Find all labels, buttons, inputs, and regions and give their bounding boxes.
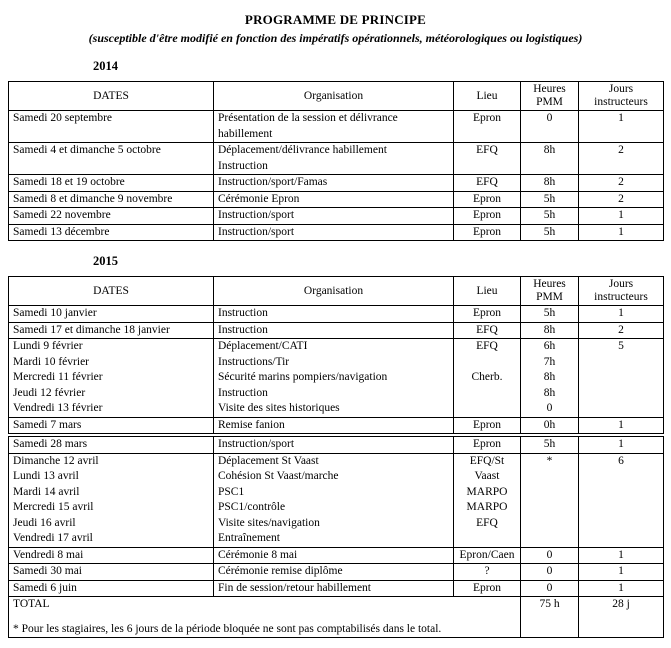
total-row: [9, 597, 664, 638]
cell-line: Entraînement: [218, 532, 280, 544]
heures-cell: [521, 111, 579, 143]
cell-line: Cérémonie remise diplôme: [218, 565, 343, 577]
cell-line: 2: [618, 144, 624, 156]
cell-line: Instruction: [218, 159, 268, 172]
lieu-cell: [454, 191, 521, 208]
total-label-cell: [9, 597, 521, 638]
cell-line: Déplacement St Vaast: [218, 454, 319, 467]
cell-line: [458, 531, 516, 547]
dates-cell: [9, 435, 214, 453]
lieu-cell: [454, 435, 521, 453]
cell-line: Mercredi 15 avril: [13, 501, 94, 513]
cell-line: 8h: [543, 323, 556, 336]
cell-line: Instruction: [218, 386, 268, 399]
total-heures-cell: [521, 597, 579, 638]
jours-cell: [579, 143, 664, 175]
lieu-cell: [454, 208, 521, 225]
cell-line: 1: [618, 307, 624, 319]
schedule-row: [9, 322, 664, 339]
cell-line: Présentation de la session et délivrance: [218, 112, 398, 124]
cell-line: Instruction/sport: [218, 438, 295, 450]
cell-line: Visite des sites historiques: [218, 402, 340, 414]
dates-cell: [9, 339, 214, 418]
dates-cell: [9, 564, 214, 581]
column-header-heures-pmm: [521, 277, 579, 306]
cell-line: Epron: [472, 192, 502, 205]
cell-line: Vaast: [474, 470, 500, 482]
total-label: TOTAL: [13, 598, 50, 610]
jours-cell: [579, 322, 664, 339]
cell-line: Samedi 20 septembre: [13, 112, 113, 124]
cell-line: Samedi 4 et dimanche 5 octobre: [13, 144, 161, 156]
schedule-row: [9, 175, 664, 192]
document-title: PROGRAMME DE PRINCIPE: [244, 12, 427, 27]
dates-cell: [9, 547, 214, 564]
schedule-row: [9, 417, 664, 435]
jours-cell: [579, 547, 664, 564]
cell-line: habillement: [218, 127, 273, 140]
organisation-cell: [214, 111, 454, 143]
cell-line: Mercredi 11 février: [13, 371, 103, 383]
cell-line: 1: [618, 209, 624, 221]
heures-cell: [521, 580, 579, 597]
column-header-jours-instructeurs: [579, 277, 664, 306]
cell-line: 2: [618, 176, 624, 188]
document-subtitle: (susceptible d'être modifié en fonction des impératifs opérationnels, météorologiques ou logistiques): [88, 31, 583, 45]
cell-line: 0: [546, 112, 553, 124]
cell-line: 5h: [543, 438, 556, 450]
heures-cell: [521, 175, 579, 192]
cell-line: Samedi 6 juin: [13, 581, 77, 594]
cell-line: 6h: [543, 340, 556, 352]
heures-cell: [521, 208, 579, 225]
schedule-row: [9, 191, 664, 208]
cell-line: Vendredi 8 mai: [13, 548, 84, 561]
cell-line: Samedi 22 novembre: [13, 209, 111, 221]
cell-line: 1: [618, 438, 624, 450]
total-jours-cell: [579, 597, 664, 638]
cell-line: EFQ/St: [469, 454, 505, 467]
jours-cell: [579, 453, 664, 547]
cell-line: PSC1/contrôle: [218, 501, 286, 513]
cell-line: Vendredi 13 février: [13, 402, 103, 414]
cell-line: 1: [618, 565, 624, 577]
schedule-row: [9, 435, 664, 453]
cell-line: EFQ: [476, 323, 498, 336]
cell-line: 0: [546, 565, 553, 577]
cell-line: Déplacement/délivrance habillement: [218, 144, 387, 156]
dates-cell: [9, 224, 214, 241]
cell-line: 1: [618, 548, 624, 561]
heures-cell: [521, 453, 579, 547]
cell-line: 8h: [543, 176, 556, 188]
column-header-heures-pmm: [521, 82, 579, 111]
cell-line: Samedi 13 décembre: [13, 225, 110, 238]
jours-cell: [579, 175, 664, 192]
heures-cell: [521, 191, 579, 208]
schedule-row: [9, 143, 664, 175]
lieu-cell: [454, 339, 521, 418]
header-row: [9, 277, 664, 306]
cell-line: 1: [618, 112, 624, 124]
cell-line: Instruction: [218, 307, 268, 319]
cell-line: Organisation: [303, 89, 364, 102]
header-row: [9, 82, 664, 111]
cell-line: Epron: [472, 307, 502, 319]
cell-line: Déplacement/CATI: [218, 340, 308, 352]
cell-line: Epron: [472, 225, 502, 238]
cell-line: Samedi 8 et dimanche 9 novembre: [13, 192, 173, 205]
cell-line: Vendredi 17 avril: [13, 532, 93, 544]
heures-cell: [521, 322, 579, 339]
cell-line: Jours: [608, 83, 634, 95]
footnote: * Pour les stagiaires, les 6 jours de la période bloquée ne sont pas comptabilisés dans le total.: [13, 622, 442, 635]
dates-cell: [9, 417, 214, 435]
column-header-organisation: [214, 277, 454, 306]
jours-cell: [579, 306, 664, 323]
dates-cell: [9, 306, 214, 323]
lieu-cell: [454, 143, 521, 175]
dates-cell: [9, 191, 214, 208]
cell-line: EFQ: [476, 144, 498, 156]
lieu-cell: [454, 322, 521, 339]
lieu-cell: [454, 547, 521, 564]
cell-line: Mardi 10 février: [13, 355, 89, 368]
schedule-table-2014: [8, 81, 664, 241]
heures-cell: [521, 143, 579, 175]
column-header-dates: [9, 82, 214, 111]
cell-line: Samedi 7 mars: [13, 418, 82, 431]
cell-line: 6: [618, 454, 624, 467]
cell-line: 0: [546, 581, 553, 594]
cell-line: Instruction: [218, 323, 268, 336]
cell-line: Samedi 10 janvier: [13, 307, 97, 319]
dates-cell: [9, 175, 214, 192]
cell-line: Jeudi 16 avril: [13, 516, 76, 529]
year-label-2014: 2014: [93, 59, 118, 73]
cell-line: 28 j: [612, 598, 630, 610]
heures-cell: [521, 435, 579, 453]
cell-line: 75 h: [539, 598, 560, 610]
cell-line: 1: [618, 418, 624, 431]
cell-line: Lundi 9 février: [13, 340, 83, 352]
heures-cell: [521, 547, 579, 564]
cell-line: 2: [618, 323, 624, 336]
cell-line: 8h: [543, 144, 556, 156]
cell-line: ?: [484, 565, 490, 577]
lieu-cell: [454, 580, 521, 597]
cell-line: 0h: [543, 418, 556, 431]
cell-line: EFQ: [476, 516, 498, 529]
schedule-row: [9, 564, 664, 581]
cell-line: 5: [618, 340, 624, 352]
lieu-cell: [454, 417, 521, 435]
jours-cell: [579, 191, 664, 208]
cell-line: 1: [618, 581, 624, 594]
schedule-row: [9, 339, 664, 418]
column-header-organisation: [214, 82, 454, 111]
cell-line: DATES: [93, 89, 129, 102]
organisation-cell: [214, 306, 454, 323]
lieu-cell: [454, 453, 521, 547]
organisation-cell: [214, 453, 454, 547]
cell-line: Instruction/sport: [218, 225, 295, 238]
cell-line: 5h: [543, 225, 556, 238]
cell-line: 8h: [543, 386, 556, 399]
cell-line: Cohésion St Vaast/marche: [218, 470, 339, 482]
cell-line: Epron: [472, 418, 502, 431]
schedule-row: [9, 547, 664, 564]
organisation-cell: [214, 580, 454, 597]
cell-line: Instruction/sport/Famas: [218, 176, 328, 188]
cell-line: Jeudi 12 février: [13, 386, 86, 399]
cell-line: Heures: [533, 278, 566, 290]
cell-line: instructeurs: [594, 96, 648, 108]
schedule-row: [9, 208, 664, 225]
cell-line: MARPO: [466, 501, 508, 513]
organisation-cell: [214, 339, 454, 418]
jours-cell: [579, 111, 664, 143]
organisation-cell: [214, 208, 454, 225]
cell-line: 8h: [543, 371, 556, 383]
heures-cell: [521, 339, 579, 418]
organisation-cell: [214, 564, 454, 581]
cell-line: Instructions/Tir: [218, 355, 290, 368]
organisation-cell: [214, 224, 454, 241]
heures-cell: [521, 417, 579, 435]
lieu-cell: [454, 175, 521, 192]
dates-cell: [9, 208, 214, 225]
cell-line: Instruction/sport: [218, 209, 295, 221]
cell-line: Jours: [608, 278, 634, 290]
lieu-cell: [454, 306, 521, 323]
cell-line: EFQ: [476, 176, 498, 188]
cell-line: PSC1: [218, 485, 245, 498]
cell-line: MARPO: [466, 485, 508, 498]
cell-line: Epron: [472, 438, 502, 450]
cell-line: [458, 355, 516, 371]
schedule-row: [9, 111, 664, 143]
jours-cell: [579, 580, 664, 597]
cell-line: Cherb.: [471, 371, 503, 383]
cell-line: Dimanche 12 avril: [13, 454, 99, 467]
schedule-row: [9, 224, 664, 241]
cell-line: 1: [618, 225, 624, 238]
heures-cell: [521, 564, 579, 581]
dates-cell: [9, 453, 214, 547]
jours-cell: [579, 208, 664, 225]
dates-cell: [9, 111, 214, 143]
organisation-cell: [214, 322, 454, 339]
jours-cell: [579, 435, 664, 453]
lieu-cell: [454, 224, 521, 241]
cell-line: Epron/Caen: [459, 548, 515, 561]
column-header-jours-instructeurs: [579, 82, 664, 111]
cell-line: Epron: [472, 209, 502, 221]
jours-cell: [579, 417, 664, 435]
cell-line: Sécurité marins pompiers/navigation: [218, 371, 388, 383]
cell-line: Organisation: [303, 284, 364, 297]
cell-line: Lieu: [476, 284, 498, 297]
organisation-cell: [214, 191, 454, 208]
cell-line: Epron: [472, 581, 502, 594]
organisation-cell: [214, 435, 454, 453]
cell-line: 0: [546, 402, 553, 414]
schedule-row: [9, 306, 664, 323]
cell-line: Cérémonie 8 mai: [218, 548, 298, 561]
lieu-cell: [454, 111, 521, 143]
cell-line: EFQ: [476, 340, 498, 352]
year-label-2015: 2015: [93, 254, 118, 268]
cell-line: PMM: [536, 96, 563, 108]
cell-line: Epron: [472, 112, 502, 124]
cell-line: PMM: [536, 291, 563, 303]
schedule-table-2015: [8, 276, 664, 638]
organisation-cell: [214, 547, 454, 564]
schedule-row: [9, 453, 664, 547]
cell-line: Lundi 13 avril: [13, 470, 79, 482]
jours-cell: [579, 339, 664, 418]
jours-cell: [579, 564, 664, 581]
cell-line: instructeurs: [594, 291, 648, 303]
cell-line: Mardi 14 avril: [13, 485, 80, 498]
cell-line: Remise fanion: [218, 418, 285, 431]
organisation-cell: [214, 175, 454, 192]
cell-line: Heures: [533, 83, 566, 95]
cell-line: DATES: [93, 284, 129, 297]
organisation-cell: [214, 417, 454, 435]
column-header-lieu: [454, 82, 521, 111]
cell-line: Visite sites/navigation: [218, 516, 320, 529]
cell-line: 5h: [543, 209, 556, 221]
cell-line: Samedi 28 mars: [13, 438, 88, 450]
cell-line: 7h: [543, 355, 556, 368]
cell-line: 5h: [543, 192, 556, 205]
cell-line: [458, 401, 516, 417]
cell-line: Cérémonie Epron: [218, 192, 300, 205]
dates-cell: [9, 580, 214, 597]
heures-cell: [521, 306, 579, 323]
jours-cell: [579, 224, 664, 241]
heures-cell: [521, 224, 579, 241]
cell-line: 5h: [543, 307, 556, 319]
cell-line: *: [546, 454, 553, 467]
column-header-dates: [9, 277, 214, 306]
cell-line: Lieu: [476, 89, 498, 102]
column-header-lieu: [454, 277, 521, 306]
cell-line: Samedi 18 et 19 octobre: [13, 176, 125, 188]
cell-line: 2: [618, 192, 624, 205]
lieu-cell: [454, 564, 521, 581]
cell-line: [458, 386, 516, 402]
dates-cell: [9, 143, 214, 175]
cell-line: Fin de session/retour habillement: [218, 581, 371, 594]
cell-line: Samedi 30 mai: [13, 565, 82, 577]
dates-cell: [9, 322, 214, 339]
cell-line: Samedi 17 et dimanche 18 janvier: [13, 323, 170, 336]
schedule-row: [9, 580, 664, 597]
organisation-cell: [214, 143, 454, 175]
cell-line: 0: [546, 548, 553, 561]
